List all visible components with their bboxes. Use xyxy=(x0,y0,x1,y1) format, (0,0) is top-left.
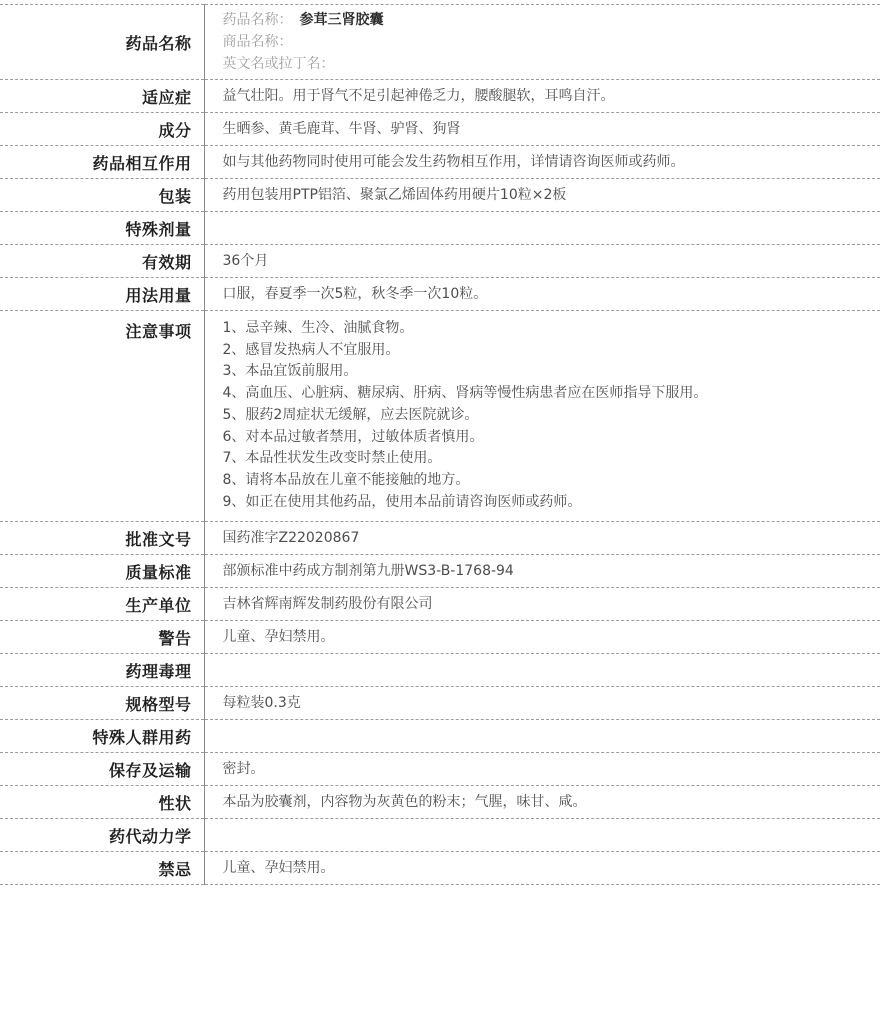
trade-name-line xyxy=(223,31,871,53)
row-packaging xyxy=(0,179,880,212)
latin-name-field-label: 英文名或拉丁名： xyxy=(222,56,335,72)
row-label-manufacturer: 生产单位 xyxy=(0,588,204,621)
row-label-approval-number: 批准文号 xyxy=(0,522,204,555)
precaution-item: 3、本品宜饭前服用。 xyxy=(222,363,358,380)
row-content-precautions xyxy=(204,311,880,522)
row-dosage-usage xyxy=(0,278,880,311)
row-storage-transport xyxy=(0,753,880,786)
row-pharmacokinetics xyxy=(0,819,880,852)
precaution-item: 1、忌辛辣、生冷、油腻食物。 xyxy=(222,320,414,336)
row-label-drug-name: 药品名称 xyxy=(0,5,204,80)
row-content-drug-interactions: 如与其他药物同时使用可能会发生药物相互作用，详情请咨询医师或药师。 xyxy=(204,146,880,179)
row-content-shelf-life: 36个月 xyxy=(204,245,880,278)
row-label-properties: 性状 xyxy=(0,786,204,819)
precaution-item: 4、高血压、心脏病、糖尿病、肝病、肾病等慢性病患者应在医师指导下服用。 xyxy=(222,385,708,402)
row-label-special-dosage: 特殊剂量 xyxy=(0,212,204,245)
row-label-pharmacology-toxicology: 药理毒理 xyxy=(0,654,204,687)
row-label-packaging: 包装 xyxy=(0,179,204,212)
row-label-special-population: 特殊人群用药 xyxy=(0,720,204,753)
row-content-storage-transport: 密封。 xyxy=(204,753,880,786)
row-content-warning: 儿童、孕妇禁用。 xyxy=(204,621,880,654)
row-approval-number xyxy=(0,522,880,555)
row-drug-interactions xyxy=(0,146,880,179)
row-content-ingredients: 生晒参、黄毛鹿茸、牛肾、驴肾、狗肾 xyxy=(204,113,880,146)
row-indications xyxy=(0,80,880,113)
row-contraindications xyxy=(0,852,880,885)
row-content-dosage-usage: 口服，春夏季一次5粒，秋冬季一次10粒。 xyxy=(204,278,880,311)
row-label-ingredients: 成分 xyxy=(0,113,204,146)
row-content-specification: 每粒装0.3克 xyxy=(204,687,880,720)
row-label-dosage-usage: 用法用量 xyxy=(0,278,204,311)
row-specification xyxy=(0,687,880,720)
row-label-specification: 规格型号 xyxy=(0,687,204,720)
row-content-approval-number: 国药准字Z22020867 xyxy=(204,522,880,555)
row-content-indications: 益气壮阳。用于肾气不足引起神倦乏力，腰酸腿软，耳鸣自汗。 xyxy=(204,80,880,113)
drug-info-table xyxy=(0,4,880,885)
row-content-properties: 本品为胶囊剂，内容物为灰黄色的粉末；气腥，味甘、咸。 xyxy=(204,786,880,819)
row-quality-standard xyxy=(0,555,880,588)
drug-name-value: 参茸三肾胶囊 xyxy=(299,12,384,28)
row-content-contraindications: 儿童、孕妇禁用。 xyxy=(204,852,880,885)
row-shelf-life xyxy=(0,245,880,278)
precaution-item: 5、服药2周症状无缓解，应去医院就诊。 xyxy=(222,406,479,423)
row-content-manufacturer: 吉林省辉南辉发制药股份有限公司 xyxy=(204,588,880,621)
precaution-item: 8、请将本品放在儿童不能接触的地方。 xyxy=(222,471,470,488)
row-label-drug-interactions: 药品相互作用 xyxy=(0,146,204,179)
row-label-shelf-life: 有效期 xyxy=(0,245,204,278)
precaution-item: 9、如正在使用其他药品，使用本品前请咨询医师或药师。 xyxy=(222,493,582,510)
row-label-quality-standard: 质量标准 xyxy=(0,555,204,588)
row-ingredients xyxy=(0,113,880,146)
precaution-item: 2、感冒发热病人不宜服用。 xyxy=(222,341,400,358)
row-label-precautions: 注意事项 xyxy=(0,311,204,522)
row-content-pharmacokinetics xyxy=(204,819,880,852)
row-content-special-population xyxy=(204,720,880,753)
row-precautions xyxy=(0,311,880,522)
row-manufacturer xyxy=(0,588,880,621)
row-label-warning: 警告 xyxy=(0,621,204,654)
trade-name-field-label: 商品名称： xyxy=(222,34,293,50)
row-content-quality-standard: 部颁标准中药成方制剂第九册WS3-B-1768-94 xyxy=(204,555,880,588)
drug-name-field-label: 药品名称： xyxy=(222,12,293,28)
row-special-dosage xyxy=(0,212,880,245)
row-pharmacology-toxicology xyxy=(0,654,880,687)
row-content-pharmacology-toxicology xyxy=(204,654,880,687)
row-label-contraindications: 禁忌 xyxy=(0,852,204,885)
precaution-item: 7、本品性状发生改变时禁止使用。 xyxy=(222,450,442,467)
row-properties xyxy=(0,786,880,819)
row-content-drug-name xyxy=(204,5,880,80)
row-content-special-dosage xyxy=(204,212,880,245)
row-label-storage-transport: 保存及运输 xyxy=(0,753,204,786)
row-label-pharmacokinetics: 药代动力学 xyxy=(0,819,204,852)
drug-name-line xyxy=(223,9,871,31)
row-warning xyxy=(0,621,880,654)
row-special-population xyxy=(0,720,880,753)
row-content-packaging: 药用包装用PTP铝箔、聚氯乙烯固体药用硬片10粒×2板 xyxy=(204,179,880,212)
latin-name-line xyxy=(223,53,871,75)
precaution-item: 6、对本品过敏者禁用，过敏体质者慎用。 xyxy=(222,428,484,445)
row-label-indications: 适应症 xyxy=(0,80,204,113)
row-drug-name xyxy=(0,5,880,80)
